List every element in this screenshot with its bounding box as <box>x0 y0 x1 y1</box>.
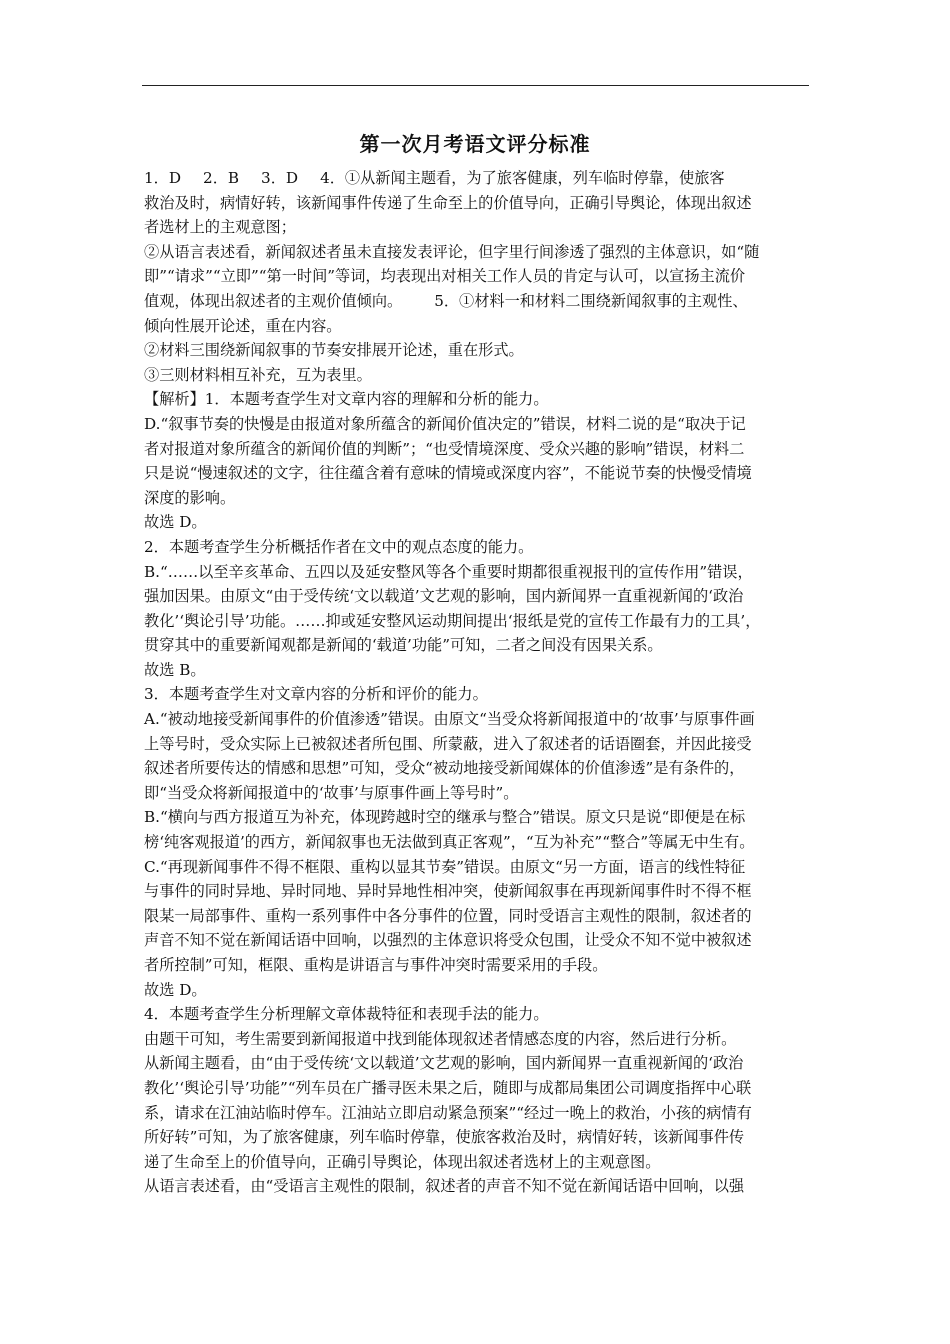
text-line: 4．本题考查学生分析理解文章体裁特征和表现手法的能力。 <box>144 1005 549 1024</box>
answer-1: 1．D <box>144 169 182 187</box>
text-line <box>144 289 816 314</box>
text-line: 【解析】1．本题考查学生对文章内容的理解和分析的能力。 <box>144 390 549 409</box>
text-line: A.“被动地接受新闻事件的价值渗透”错误。由原文“当受众将新闻报道中的‘故事’与原事件画 <box>144 710 755 729</box>
text-line: 3．本题考查学生对文章内容的分析和评价的能力。 <box>144 685 488 704</box>
text-line: 教化’‘舆论引导’功能。……抑或延安整风运动期间提出‘报纸是党的宣传工作最有力的工具’， <box>144 611 761 630</box>
text-line: 叙述者所要传达的情感和思想”可知，受众“被动地接受新闻媒体的价值渗透”是有条件的， <box>144 759 745 778</box>
text-line: 从语言表述看，由“受语言主观性的限制，叙述者的声音不知不觉在新闻话语中回响，以强 <box>144 1177 745 1196</box>
text-line: 声音不知不觉在新闻话语中回响，以强烈的主体意识将受众包围，让受众不知不觉中被叙述 <box>144 931 752 950</box>
text-line: 即”“请求”“立即”“第一时间”等词，均表现出对相关工作人员的肯定与认可，以宣扬主流价 <box>144 267 746 286</box>
text-line: 限某一局部事件、重构一系列事件中各分事件的位置，同时受语言主观性的限制，叙述者的 <box>144 906 752 925</box>
document-body <box>144 166 816 1199</box>
text-line: 故选 B。 <box>144 660 206 679</box>
text-line: 者对报道对象所蕴含的新闻价值的判断”；“也受情境深度、受众兴趣的影响”错误，材料二 <box>144 439 745 458</box>
text-line: ②材料三围绕新闻叙事的节奏安排展开论述，重在形式。 <box>144 341 524 360</box>
text-line: 倾向性展开论述，重在内容。 <box>144 316 342 335</box>
text-line: 故选 D。 <box>144 513 207 532</box>
text-line: 故选 D。 <box>144 980 207 999</box>
text-line: 递了生命至上的价值导向，正确引导舆论，体现出叙述者选材上的主观意图。 <box>144 1152 661 1171</box>
text-line: B.“……以至辛亥革命、五四以及延安整风等各个重要时期都很重视报刊的宣传作用”错误， <box>144 562 753 581</box>
text-line: 由题干可知，考生需要到新闻报道中找到能体现叙述者情感态度的内容，然后进行分析。 <box>144 1029 737 1048</box>
text-line: 榜‘纯客观报道’的西方，新闻叙事也无法做到真正客观”，“互为补充”“整合”等属无中生有。 <box>144 833 755 852</box>
text-segment: 值观，体现出叙述者的主观价值倾向。 <box>144 291 403 310</box>
text-line: 者选材上的主观意图； <box>144 218 296 237</box>
text-line: 与事件的同时异地、异时同地、异时异地性相冲突，使新闻叙事在再现新闻事件时不得不框 <box>144 882 752 901</box>
text-line: D.“叙事节奏的快慢是由报道对象所蕴含的新闻价值决定的”错误，材料二说的是“取决于记 <box>144 414 746 433</box>
text-line: 者所控制”可知，框限、重构是讲语言与事件冲突时需要采用的手段。 <box>144 956 608 974</box>
page-title: 第一次月考语文评分标准 <box>359 132 591 156</box>
text-line: B.“横向与西方报道互为补充，体现跨越时空的继承与整合”错误。原文只是说“即便是在标 <box>144 808 746 827</box>
text-line: C.“再现新闻事件不得不框限、重构以显其节奏”错误。由原文“另一方面，语言的线性特征 <box>144 857 746 876</box>
answer-line <box>144 166 816 191</box>
answer-5: 5．①材料一和材料二围绕新闻叙事的主观性、 <box>434 291 748 310</box>
header-rule <box>142 85 809 86</box>
text-line: 2．本题考查学生分析概括作者在文中的观点态度的能力。 <box>144 537 534 556</box>
text-line: 上等号时，受众实际上已被叙述者所包围、所蒙蔽，进入了叙述者的话语圈套，并因此接受 <box>144 734 752 753</box>
text-line: 只是说“慢速叙述的文字，往往蕴含着有意味的情境或深度内容”，不能说节奏的快慢受情境 <box>144 464 752 483</box>
answer-4: 4．①从新闻主题看，为了旅客健康，列车临时停靠，使旅客 <box>320 169 725 187</box>
text-line: 系，请求在江油站临时停车。江油站立即启动紧急预案”“经过一晚上的救治，小孩的病情有 <box>144 1103 752 1122</box>
text-line: ③三则材料相互补充，互为表里。 <box>144 365 372 384</box>
text-line: 教化’‘舆论引导’功能”“列车员在广播寻医未果之后，随即与成都局集团公司调度指挥中心联 <box>144 1078 752 1097</box>
answer-3: 3．D <box>261 169 299 187</box>
text-line: 即“当受众将新闻报道中的‘故事’与原事件画上等号时”。 <box>144 783 519 802</box>
answer-2: 2．B <box>203 169 240 187</box>
text-line: 贯穿其中的重要新闻观都是新闻的‘载道’功能”可知，二者之间没有因果关系。 <box>144 636 663 655</box>
text-line: 从新闻主题看，由“由于受传统‘文以载道’文艺观的影响，国内新闻界一直重视新闻的‘政治 <box>144 1054 744 1073</box>
text-line: 所好转”可知，为了旅客健康，列车临时停靠，使旅客救治及时，病情好转，该新闻事件传 <box>144 1128 745 1147</box>
text-line: ②从语言表述看，新闻叙述者虽未直接发表评论，但字里行间渗透了强烈的主体意识，如“随 <box>144 242 760 261</box>
text-line: 深度的影响。 <box>144 488 236 507</box>
text-line: 救治及时，病情好转，该新闻事件传递了生命至上的价值导向，正确引导舆论，体现出叙述 <box>144 193 752 212</box>
text-line: 强加因果。由原文“由于受传统‘文以载道’文艺观的影响，国内新闻界一直重视新闻的‘政治 <box>144 587 744 606</box>
